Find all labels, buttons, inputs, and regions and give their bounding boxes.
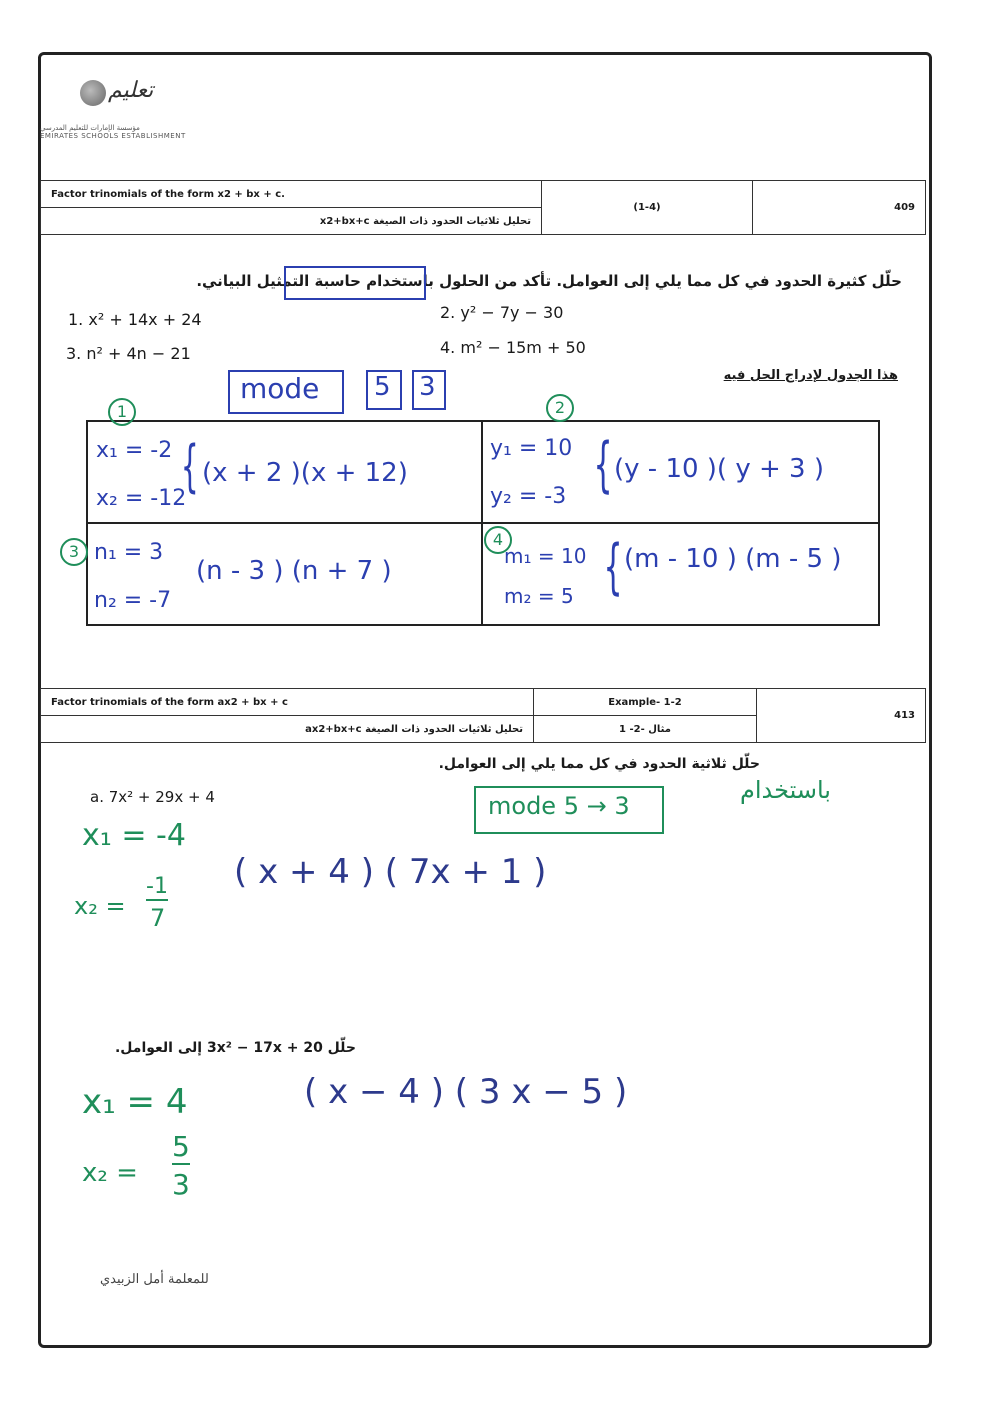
- answer-2-root2: y₂ = -3: [490, 484, 567, 509]
- answer-circle-3: 3: [60, 538, 88, 566]
- problem-1: 1. x² + 14x + 24: [68, 310, 202, 329]
- a-factored: ( x + 4 ) ( 7x + 1 ): [234, 852, 547, 892]
- b-root2-lhs: x₂ =: [82, 1158, 138, 1188]
- answer-2-brace: {: [593, 430, 613, 500]
- answer-3-root1: n₁ = 3: [94, 540, 164, 565]
- answer-4-root2: m₂ = 5: [504, 584, 574, 608]
- problem-b: حلّل 3x² − 17x + 20 إلى العوامل.: [114, 1040, 356, 1056]
- section2-header: [40, 688, 926, 743]
- logo-arabic-sub: مؤسسة الإمارات للتعليم المدرسي: [40, 124, 140, 132]
- section2-title-ar: تحليل ثلاثيات الحدود ذات الصيغة ax2+bx+c: [41, 716, 534, 743]
- highlight-box: [284, 266, 426, 300]
- table-divider-h: [88, 522, 878, 524]
- b-root2-den: 3: [172, 1168, 190, 1201]
- answer-1-root2: x₂ = -12: [96, 486, 187, 511]
- answer-1-brace: {: [180, 434, 199, 499]
- a-root2-den: 7: [150, 904, 166, 932]
- section1-title-ar: تحليل ثلاثيات الحدود ذات الصيغة x2+bx+c: [41, 208, 542, 235]
- answer-4-factored: (m - 10 ) (m - 5 ): [624, 544, 842, 574]
- answer-2-factored: (y - 10 )( y + 3 ): [614, 454, 824, 484]
- mode-note-ar: باستخدام: [740, 776, 831, 804]
- answer-3-root2: n₂ = -7: [94, 588, 172, 613]
- section2-page: 413: [757, 689, 926, 743]
- section1-title-en: Factor trinomials of the form x2 + bx + c.: [41, 181, 542, 208]
- problem-3: 3. n² + 4n − 21: [66, 344, 191, 363]
- section2-instruction: حلّل ثلاثية الحدود في كل مما يلي إلى العوامل.: [438, 756, 760, 772]
- logo-english: [40, 124, 186, 140]
- a-root1: x₁ = -4: [82, 818, 186, 853]
- table-note: هذا الجدول لإدراج الحل فيه: [723, 368, 898, 383]
- problem-a: a. 7x² + 29x + 4: [90, 788, 215, 806]
- logo-arabic: تعليم: [108, 78, 154, 103]
- answer-circle-2: 2: [546, 394, 574, 422]
- mode-note: mode 5 → 3: [488, 792, 630, 820]
- section2-example-ar: مثال -2- 1: [534, 716, 757, 743]
- logo: [40, 78, 200, 148]
- section1-instruction: حلّل كثيرة الحدود في كل مما يلي إلى العوامل. تأكد من الحلول باستخدام حاسبة التمثيل البياني.: [196, 272, 902, 290]
- a-root2-num: -1: [146, 874, 168, 899]
- mode-key-1: 5: [374, 372, 391, 402]
- answer-table: [86, 420, 880, 626]
- b-root2-num: 5: [172, 1130, 190, 1163]
- section1-lesson: (1-4): [542, 181, 753, 235]
- a-root2-lhs: x₂ =: [74, 892, 126, 920]
- mode-key-2: 3: [419, 372, 436, 402]
- answer-4-brace: {: [603, 532, 623, 602]
- footer-teacher: للمعلمة أمل الزبيدي: [100, 1272, 209, 1287]
- answer-1-root1: x₁ = -2: [96, 438, 173, 463]
- logo-emblem-icon: [80, 80, 106, 106]
- section2-title-en: Factor trinomials of the form ax2 + bx + c: [41, 689, 534, 716]
- section2-example-en: Example- 1-2: [534, 689, 757, 716]
- b-factored: ( x − 4 ) ( 3 x − 5 ): [304, 1072, 628, 1112]
- answer-1-factored: (x + 2 )(x + 12): [202, 458, 408, 488]
- problem-2: 2. y² − 7y − 30: [440, 303, 564, 322]
- answer-3-factored: (n - 3 ) (n + 7 ): [196, 556, 392, 586]
- logo-english-text: EMIRATES SCHOOLS ESTABLISHMENT: [40, 132, 186, 140]
- answer-circle-4: 4: [484, 526, 512, 554]
- b-root1: x₁ = 4: [82, 1082, 188, 1122]
- answer-4-root1: m₁ = 10: [504, 544, 587, 568]
- mode-label: mode: [240, 372, 320, 405]
- section1-header: [40, 180, 926, 235]
- section1-page: 409: [753, 181, 926, 235]
- answer-2-root1: y₁ = 10: [490, 436, 573, 461]
- problem-4: 4. m² − 15m + 50: [440, 338, 586, 357]
- answer-circle-1: 1: [108, 398, 136, 426]
